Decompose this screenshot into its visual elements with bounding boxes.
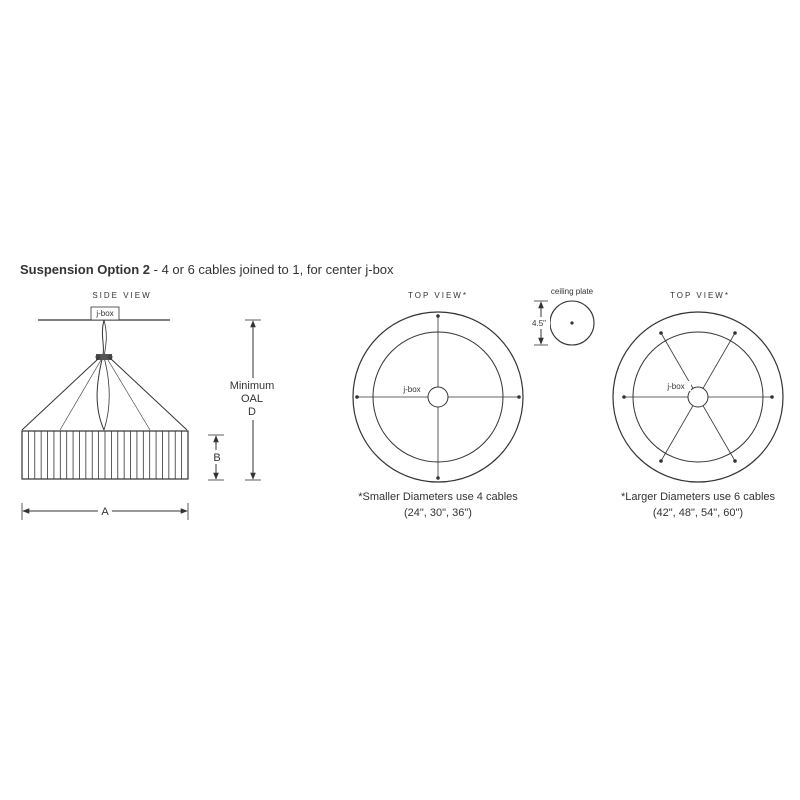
title-bold: Suspension Option 2 [20, 262, 151, 277]
cable-right [110, 358, 187, 430]
dim-d-label: D [248, 406, 256, 418]
cable-inner-left [60, 360, 101, 430]
center-jbox-small [428, 387, 448, 407]
power-cord [97, 320, 104, 430]
title-rest: - 4 or 6 cables joined to 1, for center j-box [150, 262, 394, 277]
ceiling-plate-label: ceiling plate [550, 287, 594, 296]
dim-a-label: A [101, 506, 109, 518]
top-large-note: *Larger Diameters use 6 cables [620, 491, 776, 503]
dim-oal-label: OAL [240, 393, 264, 405]
ceiling-plate [528, 287, 594, 345]
pleated-shade [22, 431, 188, 479]
top-view-large-label: TOP VIEW* [670, 291, 730, 300]
top-small-sizes: (24", 30", 36") [404, 507, 472, 519]
top-view-small-label: TOP VIEW* [408, 291, 468, 300]
top-view-large [613, 291, 783, 519]
side-jbox-label: j-box [96, 309, 114, 318]
dim-b-label: B [213, 452, 221, 464]
dim-minimum-label: Minimum [229, 380, 275, 392]
top-view-small [353, 291, 523, 519]
top-small-jbox-label: j-box [403, 385, 421, 394]
cable-inner-right [108, 360, 150, 430]
side-view [22, 291, 282, 520]
side-view-label: SIDE VIEW [92, 291, 152, 300]
top-small-note: *Smaller Diameters use 4 cables [358, 491, 518, 503]
cable-left [22, 358, 99, 430]
top-large-jbox-label: j-box [667, 382, 685, 391]
plate-dim-label: 4.5" [532, 319, 546, 328]
top-large-sizes: (42", 48", 54", 60") [652, 507, 744, 519]
